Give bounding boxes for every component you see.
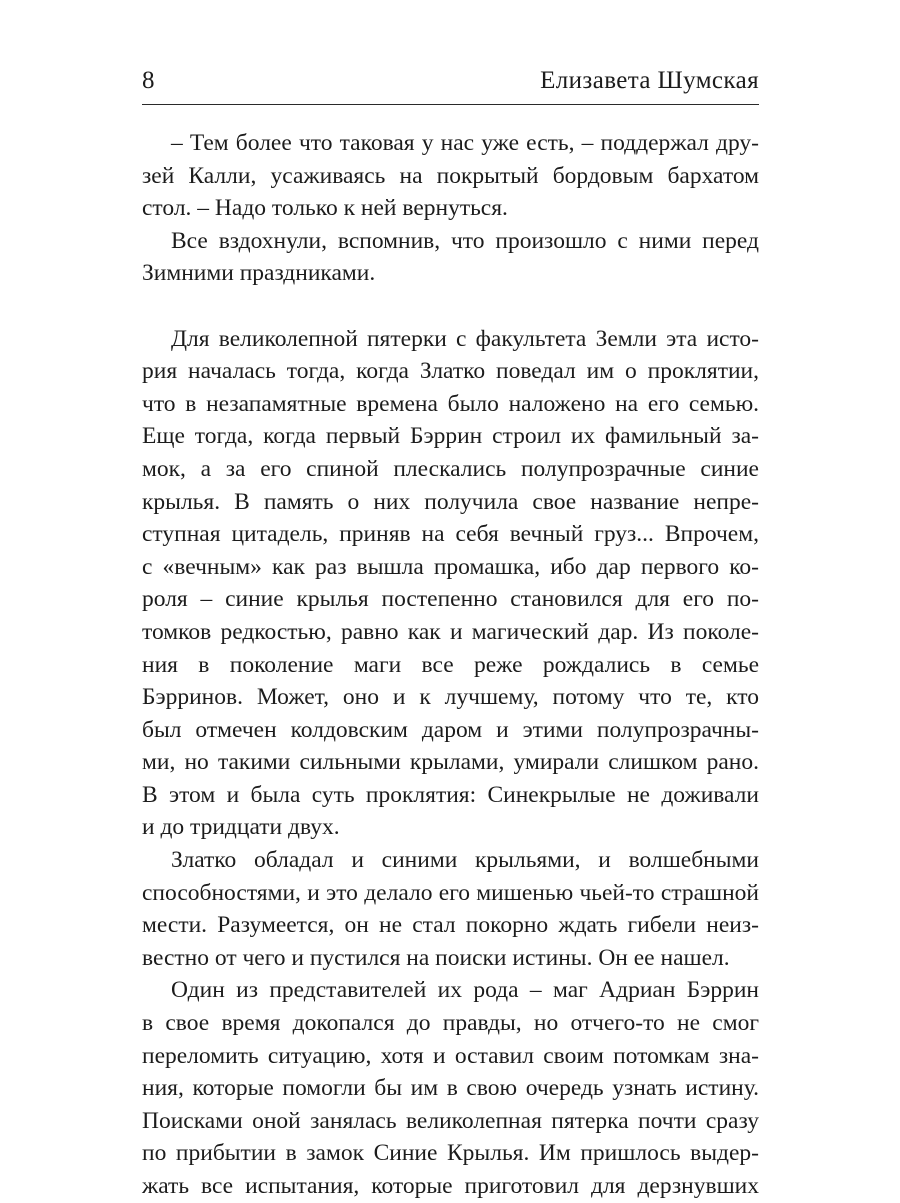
text-line: крылья. В память о них получила свое название непре- — [142, 488, 759, 515]
text-line: был отмечен колдовским даром и этими полупрозрачны- — [142, 716, 759, 743]
text-line: Еще тогда, когда первый Бэррин строил их фамильный за- — [142, 423, 759, 450]
text-line: ния, которые помогли бы им в свою очередь узнать истину. — [142, 1075, 759, 1102]
text-line: Зимними праздниками. — [142, 260, 376, 287]
text-line: ния в поколение маги все реже рождались в семье — [142, 651, 759, 678]
text-line: и до тридцати двух. — [142, 814, 340, 841]
text-line: Для великолепной пятерки с факультета Земли эта исто- — [171, 325, 759, 352]
author-name: Елизавета Шумская — [540, 67, 759, 94]
text-line: томков редкостью, равно как и магический дар. Из поколе- — [142, 618, 759, 645]
running-head — [142, 66, 759, 96]
header-rule — [142, 104, 759, 105]
text-line: В этом и была суть проклятия: Синекрылые не доживали — [142, 781, 759, 808]
text-line: стол. – Надо только к ней вернуться. — [142, 195, 508, 222]
text-line: по прибытии в замок Синие Крылья. Им пришлось выдер- — [142, 1140, 759, 1167]
text-line: что в незапамятные времена было наложено на его семью. — [142, 390, 759, 417]
text-line: Все вздохнули, вспомнив, что произошло с ними перед — [171, 227, 759, 254]
text-line: вестно от чего и пустился на поиски истины. Он ее нашел. — [142, 944, 730, 971]
text-line: рия началась тогда, когда Златко поведал им о проклятии, — [142, 358, 759, 385]
text-line: Бэрринов. Может, оно и к лучшему, потому что те, кто — [142, 684, 759, 711]
text-line: Один из представителей их рода – маг Адриан Бэррин — [171, 977, 759, 1004]
text-line: мести. Разумеется, он не стал покорно ждать гибели неиз- — [142, 912, 759, 939]
text-line: – Тем более что таковая у нас уже есть, – поддержал дру- — [171, 130, 759, 156]
text-line: с «вечным» как раз вышла промашка, ибо дар первого ко- — [142, 553, 759, 580]
text-line: ми, но такими сильными крылами, умирали слишком рано. — [142, 749, 759, 776]
text-line: Златко обладал и синими крыльями, и волшебными — [171, 847, 759, 874]
page-number: 8 — [142, 67, 155, 94]
text-line: ступная цитадель, приняв на себя вечный груз... Впрочем, — [142, 521, 759, 548]
body-text — [142, 127, 759, 1203]
text-line: мок, а за его спиной плескались полупрозрачные синие — [142, 455, 759, 482]
paragraph-gap — [142, 290, 759, 323]
text-line: жать все испытания, которые приготовил для дерзнувших — [142, 1173, 759, 1199]
text-line: роля – синие крылья постепенно становился для его по- — [142, 586, 759, 613]
text-line: Поисками оной занялась великолепная пятерка почти сразу — [142, 1107, 759, 1134]
text-line: зей Калли, усаживаясь на покрытый бордовым бархатом — [142, 162, 759, 189]
text-line: способностями, и это делало его мишенью чьей-то страшной — [142, 879, 759, 906]
text-line: переломить ситуацию, хотя и оставил своим потомкам зна- — [142, 1042, 759, 1069]
text-line: в свое время докопался до правды, но отчего-то не смог — [142, 1010, 759, 1037]
